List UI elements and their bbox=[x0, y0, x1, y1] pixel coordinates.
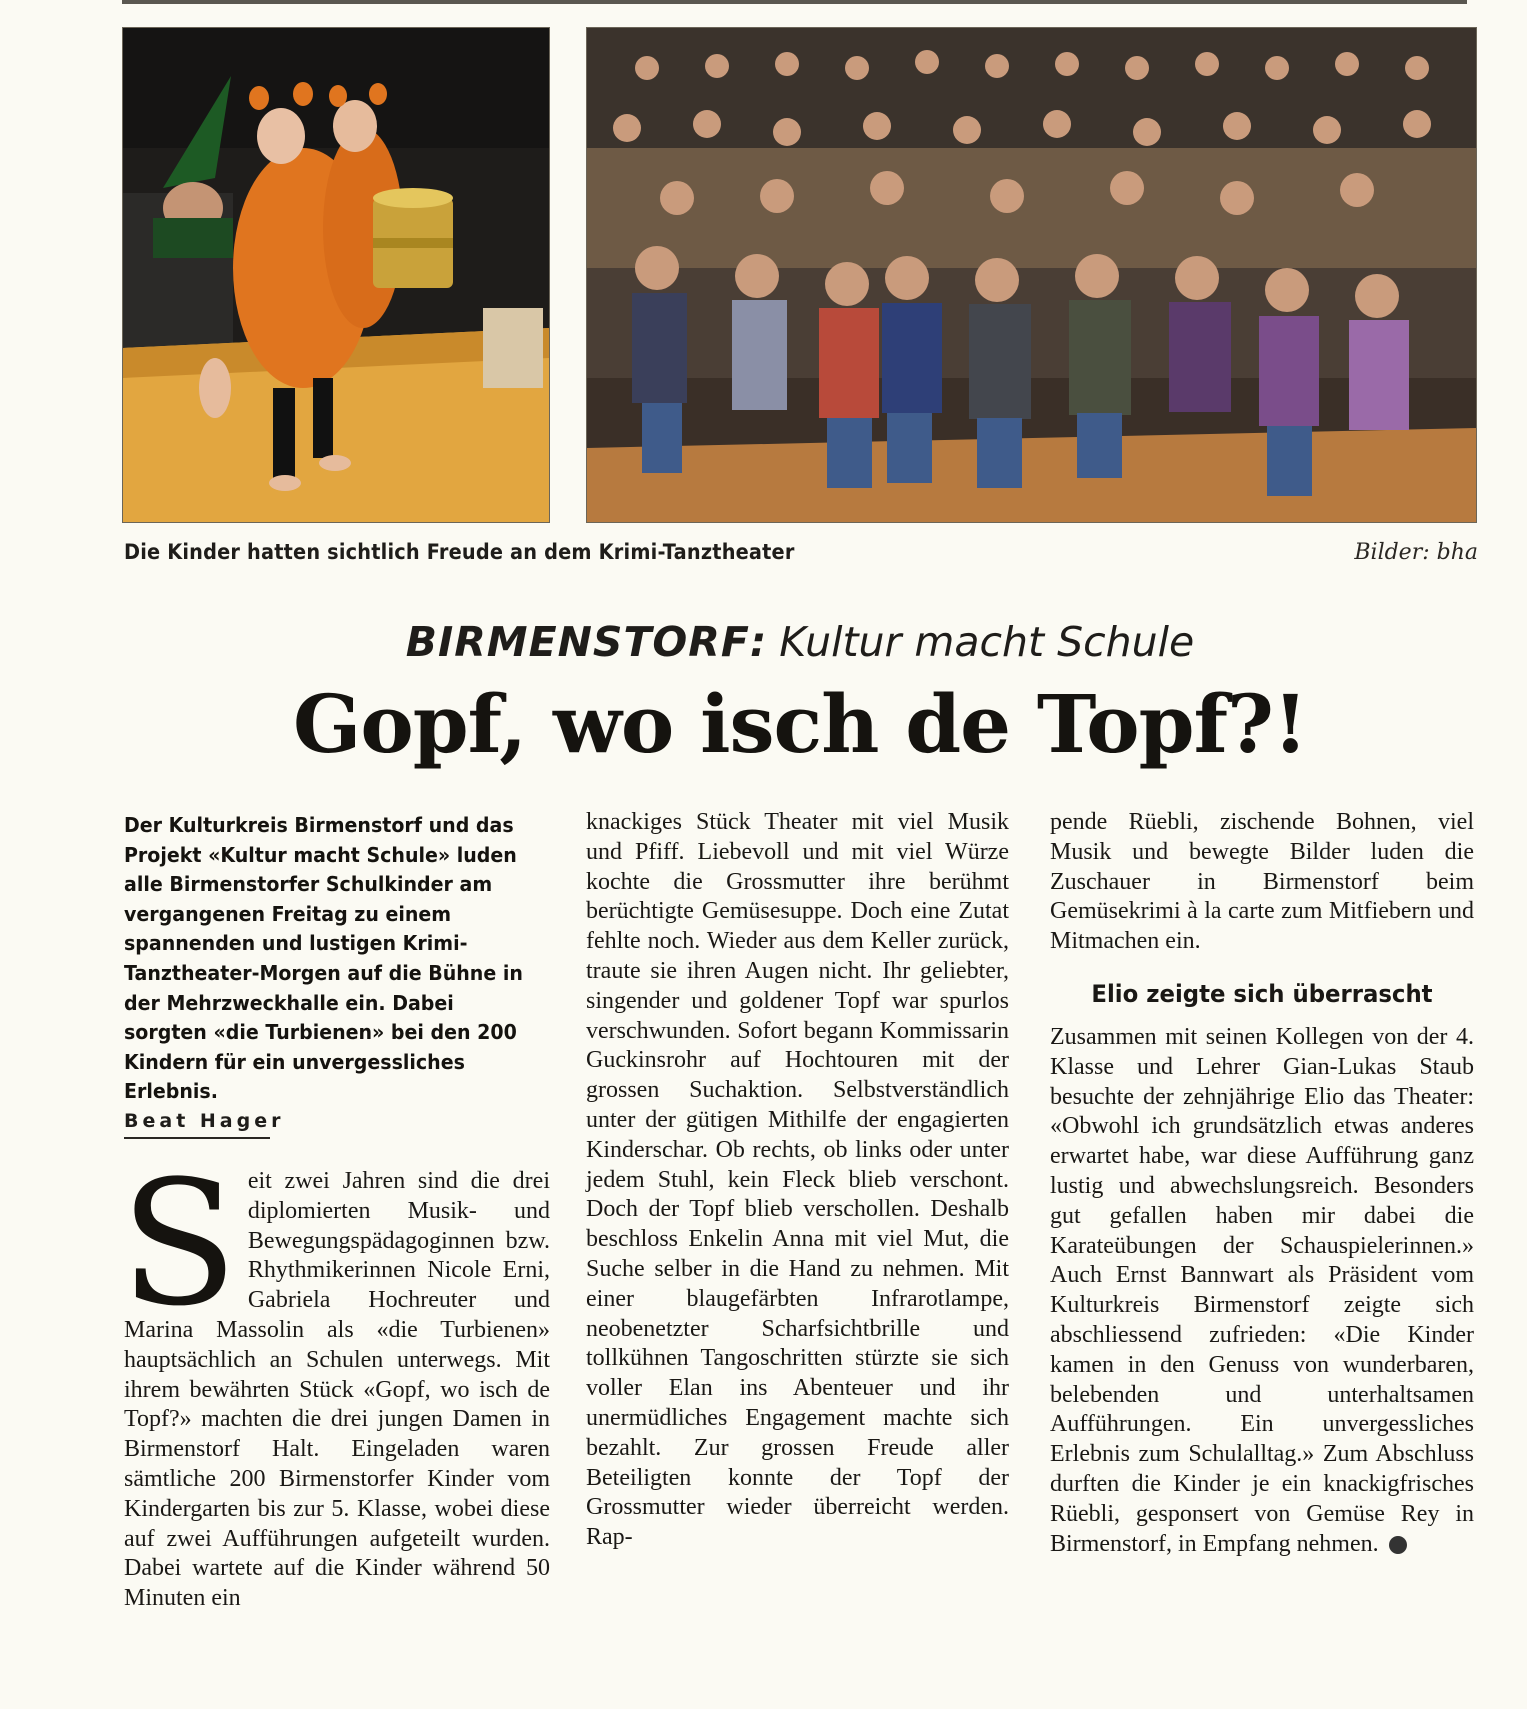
headline: Gopf, wo isch de Topf?! bbox=[293, 677, 1307, 771]
photo-performers-illustration bbox=[123, 28, 549, 522]
article-paragraph-4-text: Zusammen mit seinen Kollegen von der 4. Klasse und Lehrer Gian-Lukas Staub besuchte der zehnjährige Elio das Theater: «Obwohl ich grundsätzlich etwas anderes erwartet habe, war diese Aufführung ganz lustig und abwechslungsreich. Besonders gut gefallen haben mir dabei die Karateübungen der Schauspielerinnen.» Auch Ernst Bannwart als Präsident vom Kulturkreis Birmenstorf zeigte sich abschliessend zufrieden: «Die Kinder kamen in den Genuss von wunderbaren, belebenden und unterhaltsamen Aufführungen. Ein unvergessliches Erlebnis zum Schulalltag.» Zum Abschluss durften die Kinder je ein knackigfrisches Rüebli, gesponsert von Gemüse Rey in Birmenstorf, in Empfang nehmen. bbox=[1050, 1023, 1474, 1557]
article-column-middle bbox=[586, 808, 1009, 1553]
top-rule bbox=[122, 0, 1467, 4]
lead-paragraph bbox=[124, 811, 533, 1107]
kicker bbox=[0, 618, 1527, 666]
photo-audience-illustration bbox=[587, 28, 1476, 522]
subheading: Elio zeigte sich überrascht bbox=[1091, 979, 1433, 1008]
kicker-separator: : bbox=[749, 618, 767, 666]
drop-cap: S bbox=[120, 1143, 238, 1344]
article-column-left bbox=[120, 1143, 550, 1614]
kicker-place: BIRMENSTORF bbox=[405, 618, 750, 666]
author-byline: Beat Hager bbox=[124, 1110, 270, 1139]
article-paragraph-2: knackiges Stück Theater mit viel Musik und Pfiff. Liebevoll und mit viel Würze kochte die Grossmutter ihre berühmt berüchtigte Gemüsesuppe. Doch eine Zutat fehlte noch. Wieder aus dem Keller zurück, traute sie ihren Augen nicht. Ihr geliebter, singender und goldener Topf war spurlos verschwunden. Sofort begann Kommissarin Guckinsrohr auf Hochtouren mit der grossen Suchaktion. Selbstverständlich unter der gütigen Mithilfe der engagierten Kinderschar. Ob rechts, ob links oder unter jedem Stuhl, kein Fleck blieb verschont. Doch der Topf blieb verschollen. Deshalb beschloss Enkelin Anna mit viel Mut, die Suche selber in die Hand zu nehmen. Mit einer blaugefärbten Infrarotlampe, neobenetzter Scharfsichtbrille und tollkühnen Tangoschritten stürzte sie sich voller Elan ins Abenteuer und ihr unermüdliches Engagement machte sich bezahlt. Zur grossen Freude aller Beteiligten konnte der Topf der Grossmutter wieder überreicht werden. Rap- bbox=[586, 809, 1009, 1551]
article-column-right bbox=[1050, 808, 1474, 1559]
photo-caption: Die Kinder hatten sichtlich Freude an dem Krimi-Tanztheater bbox=[124, 540, 795, 564]
article-paragraph-3: pende Rüebli, zischende Bohnen, viel Musik und bewegte Bilder luden die Zuschauer in Birmenstorf beim Gemüsekrimi à la carte zum Mitfiebern und Mitmachen ein. bbox=[1050, 809, 1474, 955]
end-mark-icon bbox=[1389, 1536, 1407, 1554]
photo-audience bbox=[586, 27, 1477, 523]
article-paragraph-1: eit zwei Jahren sind die drei diplomierten Musik- und Bewegungspädagoginnen bzw. Rhythmikerinnen Nicole Erni, Gabriela Hochreuter und Marina Massolin als «die Turbienen» hauptsächlich an Schulen unterwegs. Mit ihrem bewährten Stück «Gopf, wo isch de Topf?» machten die drei jungen Damen in Birmenstorf Halt. Eingeladen waren sämtliche 200 Birmenstorfer Kinder vom Kindergarten bis zur 5. Klasse, wobei diese auf zwei Aufführungen aufgeteilt wurden. Dabei wartete auf die Kinder während 50 Minuten ein bbox=[124, 1168, 550, 1612]
lead-text: Der Kulturkreis Birmenstorf und das Projekt «Kultur macht Schule» luden alle Birmenstorfer Schulkinder am vergangenen Freitag zu einem spannenden und lustigen Krimi-Tanztheater-Morgen auf die Bühne in der Mehrzweckhalle ein. Dabei sorgten «die Turbienen» bei den 200 Kindern für ein unvergessliches Erlebnis. bbox=[124, 813, 523, 1104]
article-paragraph-4 bbox=[1050, 1023, 1474, 1559]
kicker-topic: Kultur macht Schule bbox=[766, 618, 1195, 666]
photo-performers bbox=[122, 27, 550, 523]
photo-credit: Bilder: bha bbox=[1354, 540, 1478, 565]
